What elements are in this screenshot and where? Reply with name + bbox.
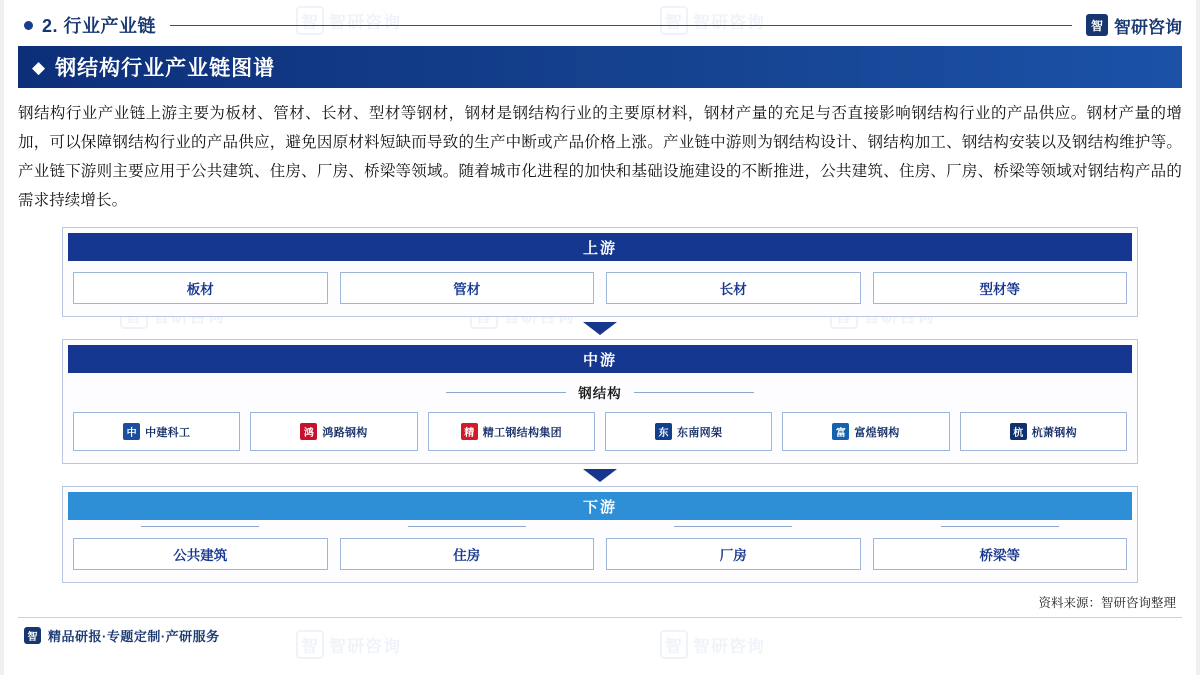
company-logo[interactable] [782,412,949,451]
chain-node[interactable]: 厂房 [606,538,861,570]
arrow-upstream-to-midstream [62,317,1138,339]
company-mark-icon: 东 [655,423,672,440]
tier-upstream-items [63,261,1137,316]
company-mark-icon: 鸿 [300,423,317,440]
tier-midstream-subtitle: 钢结构 [578,386,622,401]
footer-brand-mark-icon: 智 [24,627,41,644]
left-edge-strip [0,0,4,675]
tier-downstream [62,486,1138,583]
chain-node[interactable]: 管材 [340,272,595,304]
watermark: 智 智研咨询 [660,630,765,659]
page-title-banner [18,46,1182,88]
company-name: 中建科工 [145,426,191,439]
connector-segment [73,526,328,527]
slide-footer [18,618,1182,652]
brand-mark-icon: 智 [1086,14,1108,36]
connector-segment [873,526,1128,527]
connector-segment [340,526,595,527]
watermark: 智 智研咨询 [296,6,401,35]
connector-segment [606,526,861,527]
industry-chain-diagram [62,227,1138,583]
company-mark-icon: 富 [832,423,849,440]
page-title: 钢结构行业产业链图谱 [55,57,276,80]
company-mark-icon: 精 [461,423,478,440]
source-note: 资料来源：智研咨询整理 [1038,596,1176,610]
company-logo[interactable] [250,412,417,451]
company-logo[interactable] [73,412,240,451]
tier-upstream [62,227,1138,317]
section-title: 2. 行业产业链 [42,16,157,36]
chain-node[interactable]: 型材等 [873,272,1128,304]
right-edge-strip [1196,0,1200,675]
watermark: 智 智研咨询 [660,6,765,35]
downstream-connector-lines [63,520,1137,527]
company-logo[interactable] [605,412,772,451]
company-logo[interactable] [428,412,595,451]
arrow-down-icon [583,469,617,482]
diamond-icon: ◆ [32,57,46,77]
arrow-midstream-to-downstream [62,464,1138,486]
tier-midstream-companies [63,402,1137,463]
chain-node[interactable]: 长材 [606,272,861,304]
company-mark-icon: 中 [123,423,140,440]
arrow-down-icon [583,322,617,335]
brand-name: 智研咨询 [1114,17,1182,37]
company-name: 鸿路钢构 [322,426,368,439]
tier-midstream-title: 中游 [68,345,1132,373]
brand-logo [1086,13,1182,38]
company-name: 富煌钢构 [854,426,900,439]
slide-header [18,0,1182,44]
footer-services-text: 精品研报·专题定制·产研服务 [48,628,220,644]
watermark: 智 智研咨询 [296,630,401,659]
company-name: 东南网架 [677,426,723,439]
subtitle-rule-left [446,392,566,393]
company-mark-icon: 杭 [1010,423,1027,440]
tier-downstream-items [63,527,1137,582]
header-divider [170,25,1072,26]
chain-node[interactable]: 桥梁等 [873,538,1128,570]
company-logo[interactable] [960,412,1127,451]
chain-node[interactable]: 板材 [73,272,328,304]
company-name: 杭萧钢构 [1031,426,1077,439]
bullet-icon [24,21,33,30]
tier-upstream-title: 上游 [68,233,1132,261]
tier-midstream [62,339,1138,464]
description-paragraph: 钢结构行业产业链上游主要为板材、管材、长材、型材等钢材，钢材是钢结构行业的主要原材料，钢材产量的充足与否直接影响钢结构行业的产品供应。钢材产量的增加，可以保障钢结构行业的产品供应，避免因原材料短缺而导致的生产中断或产品价格上涨。产业链中游则为钢结构设计、钢结构加工、钢结构安装以及钢结构维护等。产业链下游则主要应用于公共建筑、住房、厂房、桥梁等领域。随着城市化进程的加快和基础设施建设的不断推进，公共建筑、住房、厂房、桥梁等领域对钢结构产品的需求持续增长。 [18,105,1182,209]
tier-midstream-subtitle-row [63,382,1137,402]
tier-downstream-title: 下游 [68,492,1132,520]
company-name: 精工钢结构集团 [482,426,562,439]
chain-node[interactable]: 住房 [340,538,595,570]
chain-node[interactable]: 公共建筑 [73,538,328,570]
subtitle-rule-right [634,392,754,393]
